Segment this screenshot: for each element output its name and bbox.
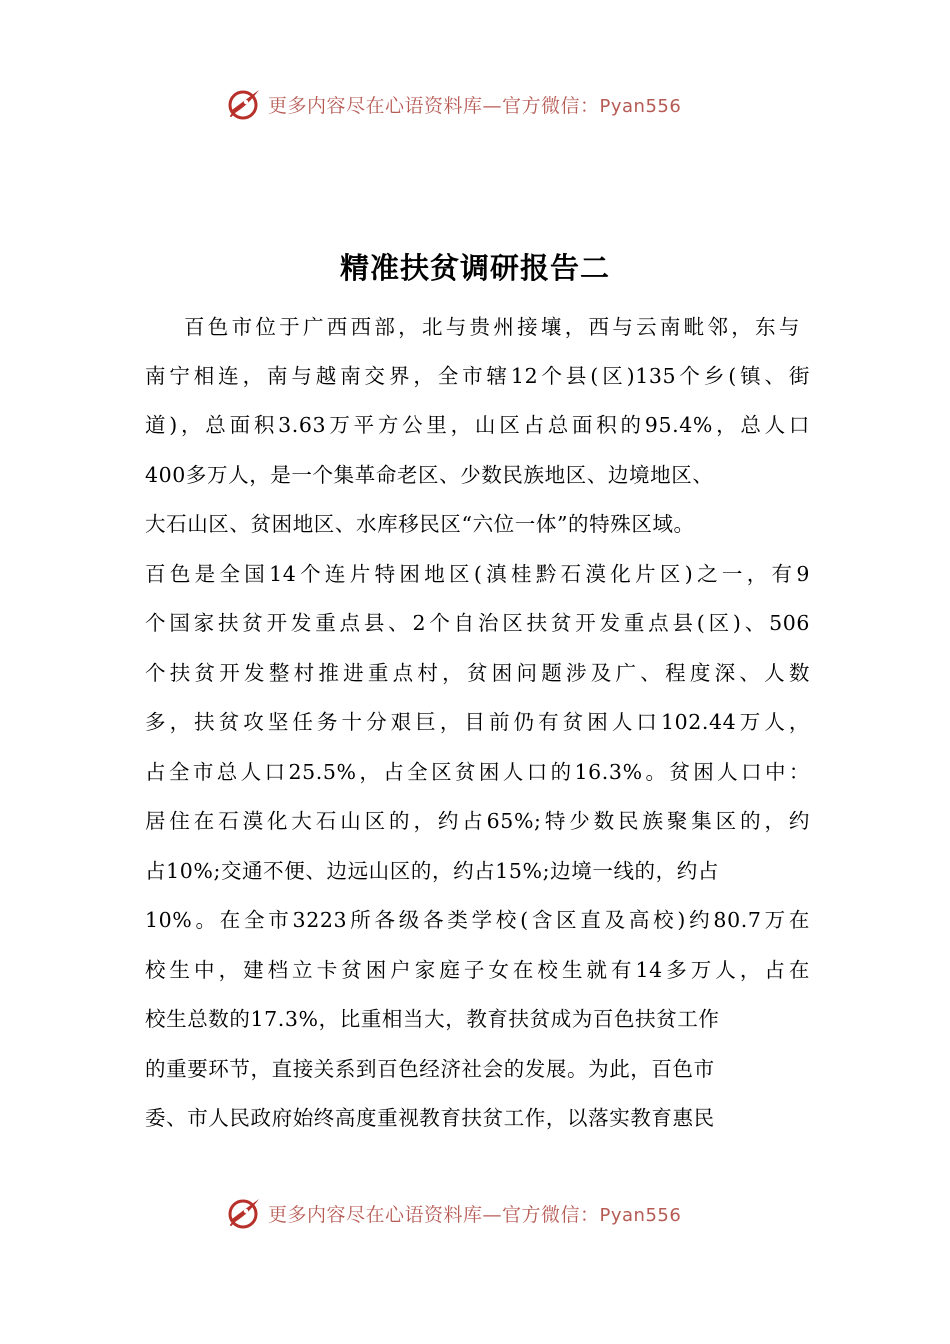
footer-banner — [0, 1193, 950, 1233]
footer-banner-text — [268, 1200, 681, 1227]
footer-banner-content — [226, 1193, 681, 1233]
body-line: 委、市人民政府始终高度重视教育扶贫工作，以落实教育惠民 — [145, 1106, 715, 1130]
body-line: 个扶贫开发整村推进重点村，贫困问题涉及广、程度深、人数 — [145, 661, 810, 685]
body-line: 的重要环节，直接关系到百色经济社会的发展。为此，百色市 — [145, 1057, 715, 1081]
body-line: 居住在石漠化大石山区的，约占65%;特少数民族聚集区的，约 — [145, 809, 810, 833]
body-line: 百色是全国14个连片特困地区(滇桂黔石漠化片区)之一，有9 — [145, 562, 810, 586]
quill-logo-icon — [226, 1195, 262, 1231]
body-line: 校生总数的17.3%，比重相当大，教育扶贫成为百色扶贫工作 — [145, 1007, 720, 1031]
quill-logo-icon — [226, 86, 262, 122]
header-banner-label: 更多内容尽在心语资料库—官方微信： — [268, 94, 600, 117]
body-line: 大石山区、贫困地区、水库移民区“六位一体”的特殊区域。 — [145, 512, 695, 536]
header-banner-text — [268, 91, 681, 118]
body-line: 10%。在全市3223所各级各类学校(含区直及高校)约80.7万在 — [145, 908, 810, 932]
header-banner-content — [226, 84, 681, 124]
body-line: 占全市总人口25.5%，占全区贫困人口的16.3%。贫困人口中： — [145, 760, 810, 784]
document-title: 精准扶贫调研报告二 — [339, 251, 610, 285]
body-line: 400多万人，是一个集革命老区、少数民族地区、边境地区、 — [145, 463, 714, 487]
body-line: 多，扶贫攻坚任务十分艰巨，目前仍有贫困人口102.44万人， — [145, 710, 810, 734]
footer-banner-handle: Pyan556 — [599, 1204, 682, 1226]
header-banner-handle: Pyan556 — [599, 95, 682, 117]
body-line: 南宁相连，南与越南交界，全市辖12个县(区)135个乡(镇、街 — [145, 364, 810, 388]
header-banner — [0, 84, 950, 124]
body-line: 校生中，建档立卡贫困户家庭子女在校生就有14多万人，占在 — [145, 958, 810, 982]
body-line: 百色市位于广西西部，北与贵州接壤，西与云南毗邻，东与 — [184, 315, 800, 339]
body-line: 道)，总面积3.63万平方公里，山区占总面积的95.4%，总人口 — [145, 413, 810, 437]
footer-banner-label: 更多内容尽在心语资料库—官方微信： — [268, 1203, 600, 1226]
body-line: 占10%;交通不便、边远山区的，约占15%;边境一线的，约占 — [145, 859, 719, 883]
body-line: 个国家扶贫开发重点县、2个自治区扶贫开发重点县(区)、506 — [145, 611, 810, 635]
